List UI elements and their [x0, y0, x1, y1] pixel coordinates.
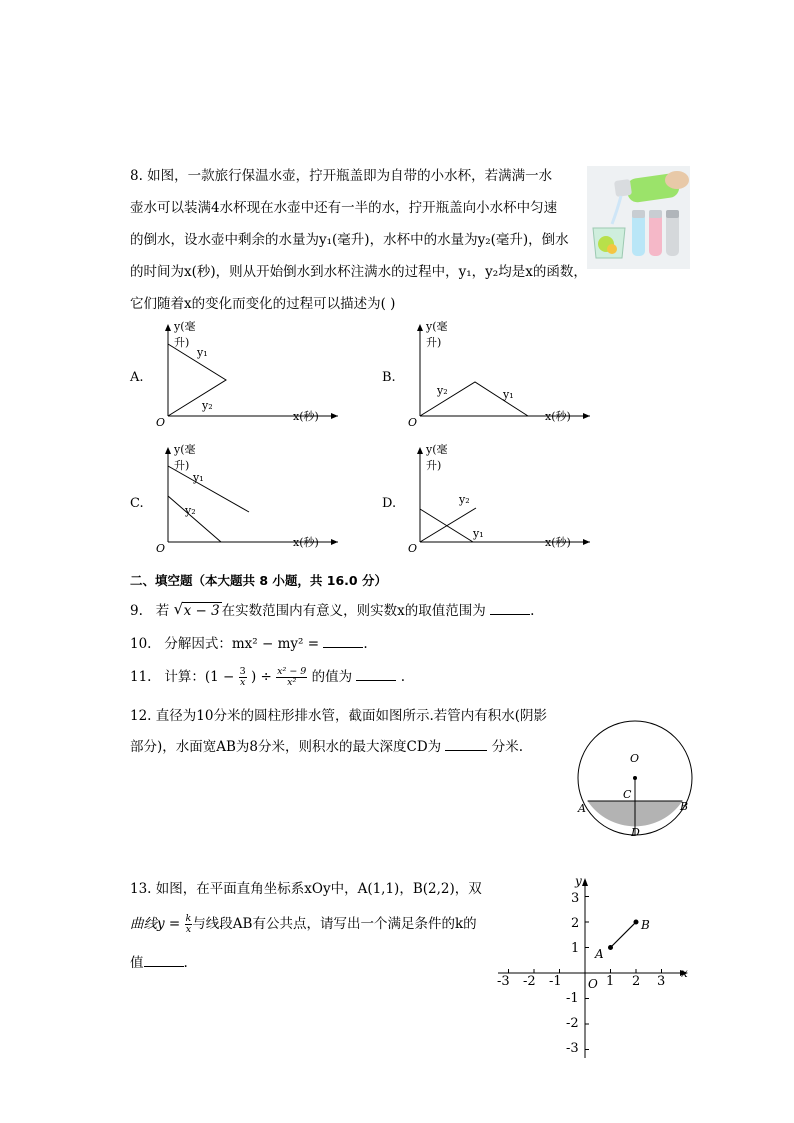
q9-pre: 若	[155, 603, 170, 619]
origin-label: O	[588, 977, 598, 991]
point-b	[634, 920, 639, 925]
option-b-origin: O	[408, 416, 418, 429]
q10-number: 10.	[130, 636, 152, 652]
q13-line-3	[130, 953, 188, 973]
option-d-ylabel: y(毫升)	[426, 443, 448, 472]
q13-x: x	[185, 924, 192, 935]
option-d-y1: y₁	[473, 527, 484, 540]
x-arrow	[583, 539, 590, 545]
q11-post: 的值为	[311, 669, 353, 685]
option-d-xlabel: x(秒)	[545, 536, 571, 549]
q13-line-1: 13. 如图，在平面直角坐标系xOy中，A(1,1)，B(2,2)，双	[130, 881, 482, 897]
option-a-y2: y₂	[202, 399, 213, 412]
q9-answer-blank[interactable]	[490, 614, 530, 615]
x-arrow	[331, 539, 338, 545]
q13-k: k	[185, 913, 192, 924]
q11-pre: 计算：(1 −	[164, 669, 235, 685]
option-a-origin: O	[156, 416, 166, 429]
point-a	[608, 945, 613, 950]
q9-radicand: x − 3	[183, 603, 220, 619]
x-tick-neg1: -1	[549, 974, 562, 989]
q11-frac2-den: x²	[287, 677, 297, 688]
q10-answer-blank[interactable]	[323, 647, 363, 648]
q8-line-5: 它们随着x的变化而变化的过程可以描述为( )	[130, 296, 396, 312]
segment-ab	[611, 922, 637, 948]
x-arrow	[583, 413, 590, 419]
option-a-ylabel: y(毫升)	[174, 320, 196, 349]
option-c-y2: y₂	[185, 504, 196, 517]
option-a-y1: y₁	[197, 346, 208, 359]
q13-line-2	[130, 914, 477, 935]
x-tick-2: 2	[632, 974, 641, 989]
option-c-origin: O	[156, 542, 166, 555]
q11-fraction-2	[276, 667, 307, 688]
q9-number: 9.	[130, 603, 143, 619]
option-a-label: A.	[130, 370, 144, 385]
y-arrow	[417, 324, 423, 331]
option-b-xlabel: x(秒)	[545, 410, 571, 423]
q8-line-1: 8. 如图，一款旅行保温水壶，拧开瓶盖即为自带的小水杯，若满满一水	[130, 168, 553, 184]
q12-unit: 分米.	[491, 739, 524, 755]
x-tick-3: 3	[657, 974, 666, 989]
q13-line3-text: 值	[130, 955, 144, 971]
q11-frac1-num: 3	[239, 666, 246, 677]
series-y2	[420, 508, 476, 542]
q9-sqrt	[174, 601, 222, 621]
q12-line-2	[130, 737, 523, 757]
x-tick-neg3: -3	[497, 974, 510, 989]
q11-end: .	[400, 669, 406, 685]
q11-frac1-den: x	[239, 677, 246, 688]
q13-answer-blank[interactable]	[144, 966, 184, 967]
point-b-label: B	[641, 918, 650, 932]
y-tick-neg3: -3	[566, 1041, 579, 1056]
x-tick-neg2: -2	[523, 974, 536, 989]
q13-end: .	[183, 955, 188, 971]
q10-end: .	[363, 636, 368, 652]
option-b-label: B.	[382, 370, 396, 385]
y-arrow	[417, 447, 423, 454]
label-b: B	[680, 800, 689, 813]
series-y2	[168, 496, 221, 542]
y-tick-2: 2	[571, 916, 580, 931]
label-d: D	[631, 826, 640, 839]
option-d-origin: O	[408, 542, 418, 555]
q8-line-3: 的倒水，设水壶中剩余的水量为y₁(毫升)，水杯中的水量为y₂(毫升)，倒水	[130, 232, 569, 248]
y-arrow	[165, 447, 171, 454]
option-b-y2: y₂	[437, 384, 448, 397]
thermos-illustration	[587, 166, 690, 269]
q10-text: 分解因式：mx² − my² =	[164, 636, 320, 652]
option-c-xlabel: x(秒)	[293, 536, 319, 549]
option-b-y1: y₁	[503, 388, 514, 401]
label-c: C	[623, 788, 632, 801]
option-a-xlabel: x(秒)	[293, 410, 319, 423]
q11-answer-blank[interactable]	[356, 680, 396, 681]
q13-line2-post: 与线段AB有公共点，请写出一个满足条件的k的	[192, 916, 477, 932]
option-d-label: D.	[382, 496, 397, 511]
x-tick-1: 1	[606, 974, 615, 989]
q12-answer-blank[interactable]	[445, 750, 487, 751]
y-tick-neg1: -1	[566, 991, 579, 1006]
x-arrow	[331, 413, 338, 419]
y-tick-neg2: -2	[566, 1016, 579, 1031]
y-axis-label: y	[575, 874, 582, 888]
label-a: A	[578, 802, 586, 815]
point-a-label: A	[595, 947, 604, 961]
y-arrow	[582, 878, 588, 886]
q9	[130, 601, 534, 621]
q9-end: .	[530, 603, 535, 619]
q12-line-1: 12. 直径为10分米的圆柱形排水管，截面如图所示.若管内有积水(阴影	[130, 708, 547, 724]
option-c-label: C.	[130, 496, 144, 511]
thermos-photo	[587, 166, 690, 269]
q13-coordinate-plane	[490, 872, 700, 1062]
q9-post: 在实数范围内有意义，则实数x的取值范围为	[221, 603, 486, 619]
q11	[130, 667, 405, 688]
sqrt-icon: √	[173, 600, 184, 618]
q8-line-2: 壶水可以装满4水杯现在水壶中还有一半的水，拧开瓶盖向小水杯中匀速	[130, 200, 558, 216]
q11-number: 11.	[130, 669, 152, 685]
q12-line-2-text: 部分)，水面宽AB为8分米，则积水的最大深度CD为	[130, 739, 442, 755]
x-axis-label: x	[681, 966, 688, 980]
q10	[130, 634, 368, 654]
y-tick-1: 1	[571, 941, 580, 956]
q13-line2-pre: 曲线y =	[130, 916, 181, 932]
label-o: O	[630, 752, 640, 765]
option-d-y2: y₂	[459, 493, 470, 506]
center-point	[633, 776, 637, 780]
pipe-cross-section	[565, 705, 705, 845]
q11-fraction-1	[239, 667, 247, 688]
option-c-ylabel: y(毫升)	[174, 443, 196, 472]
section-heading: 二、填空题（本大题共 8 小题，共 16.0 分）	[130, 573, 387, 588]
option-b-ylabel: y(毫升)	[426, 320, 448, 349]
option-c-y1: y₁	[193, 471, 204, 484]
q8-line-4: 的时间为x(秒)，则从开始倒水到水杯注满水的过程中，y₁，y₂均是x的函数，	[130, 264, 587, 280]
y-tick-3: 3	[571, 891, 580, 906]
q11-mid: ) ÷	[250, 669, 272, 685]
y-arrow	[165, 324, 171, 331]
q11-frac2-num: x² − 9	[277, 666, 307, 677]
